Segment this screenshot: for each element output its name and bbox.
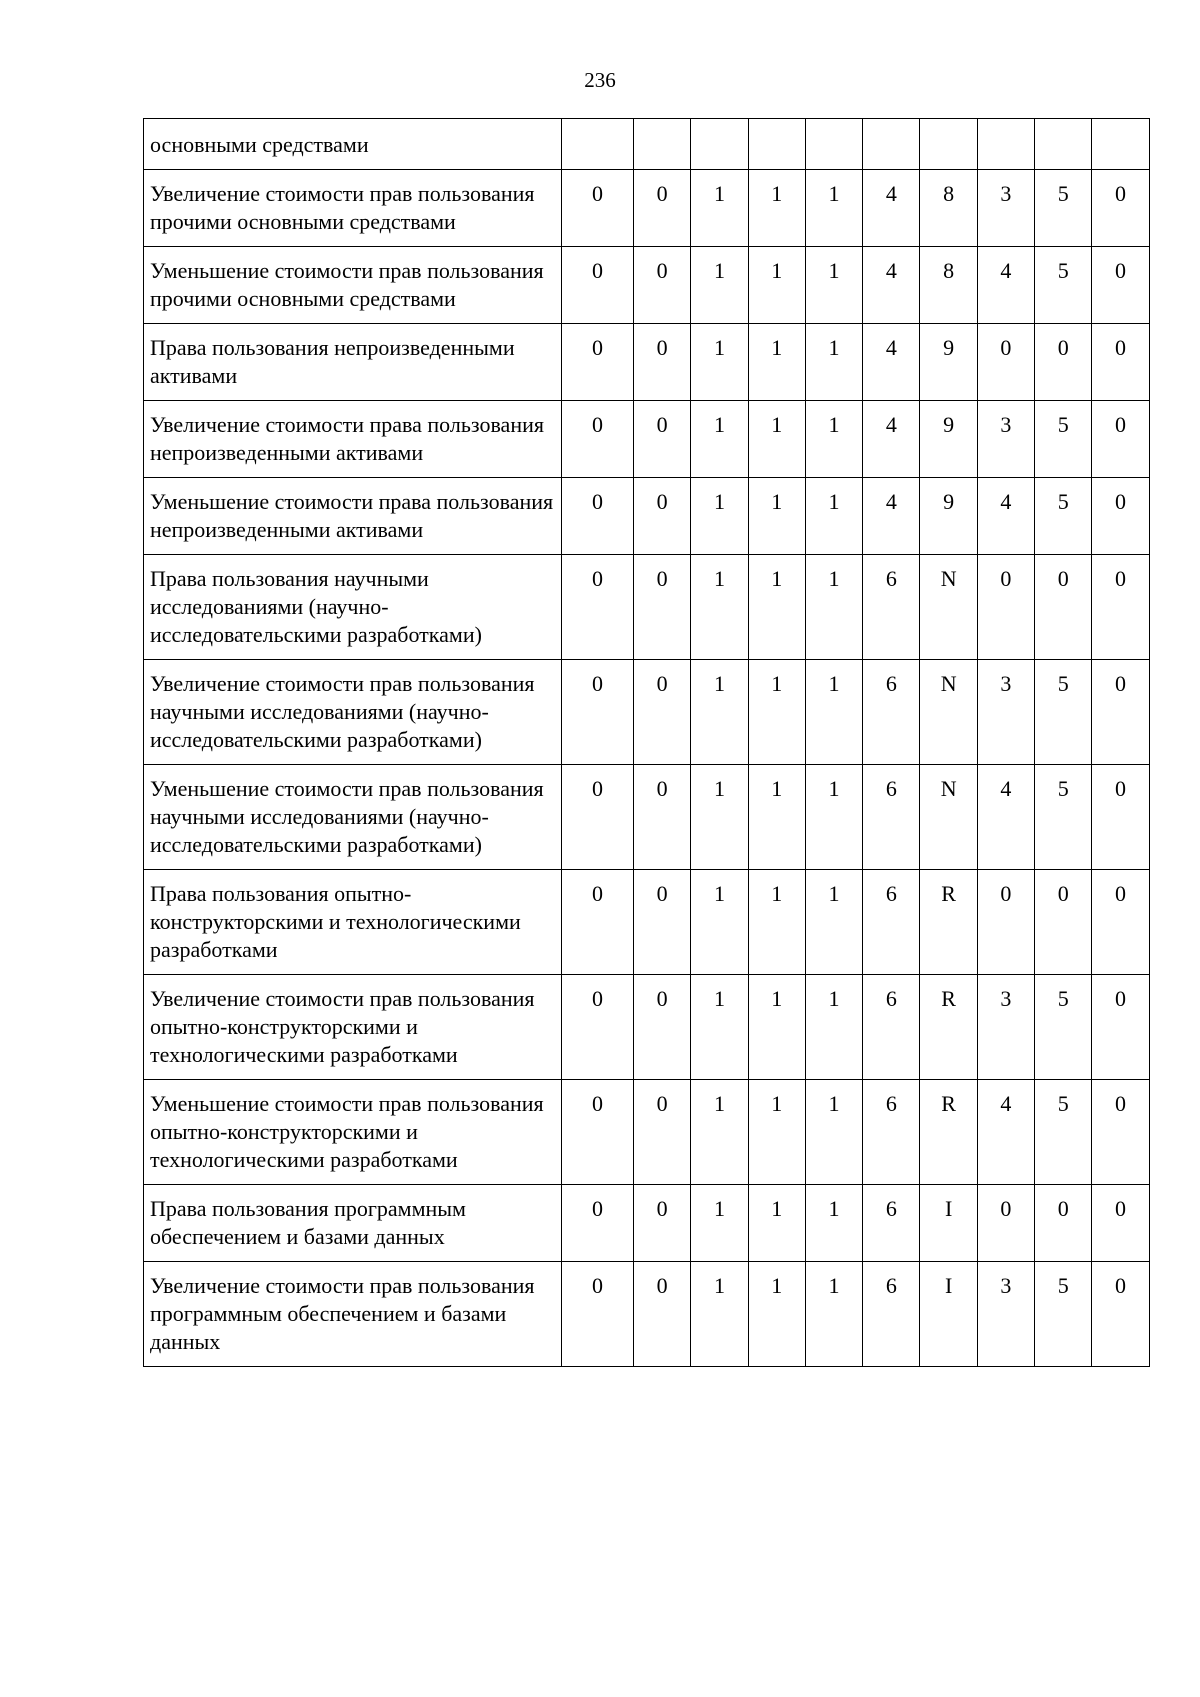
code-digit-6: 4 xyxy=(863,401,920,478)
code-digit-9: 0 xyxy=(1035,870,1092,975)
code-digit-3: 1 xyxy=(691,170,748,247)
code-digit-5 xyxy=(805,119,862,170)
code-digit-7 xyxy=(920,119,977,170)
row-name: Права пользования непроизведенными активами xyxy=(144,324,562,401)
table-row xyxy=(144,1262,1150,1367)
code-digit-7: N xyxy=(920,765,977,870)
row-name: Увеличение стоимости прав пользования прочими основными средствами xyxy=(144,170,562,247)
code-digit-8: 3 xyxy=(977,401,1034,478)
code-digit-4: 1 xyxy=(748,870,805,975)
code-digit-2: 0 xyxy=(634,401,691,478)
table-row xyxy=(144,765,1150,870)
row-name: Уменьшение стоимости прав пользования научными исследованиями (научно-исследовательскими разработками) xyxy=(144,765,562,870)
code-digit-2: 0 xyxy=(634,1080,691,1185)
table-row xyxy=(144,1185,1150,1262)
code-digit-1: 0 xyxy=(562,555,634,660)
code-digit-6: 4 xyxy=(863,247,920,324)
code-digit-1: 0 xyxy=(562,401,634,478)
code-digit-9: 0 xyxy=(1035,1185,1092,1262)
code-digit-4: 1 xyxy=(748,555,805,660)
code-digit-5: 1 xyxy=(805,247,862,324)
code-digit-4: 1 xyxy=(748,478,805,555)
code-digit-7: 9 xyxy=(920,478,977,555)
table-row xyxy=(144,324,1150,401)
code-digit-5: 1 xyxy=(805,170,862,247)
code-digit-10: 0 xyxy=(1092,660,1149,765)
code-digit-5: 1 xyxy=(805,555,862,660)
code-digit-4: 1 xyxy=(748,1262,805,1367)
page-number: 236 xyxy=(584,68,616,92)
code-digit-9: 5 xyxy=(1035,1080,1092,1185)
code-digit-6: 6 xyxy=(863,975,920,1080)
code-digit-8: 3 xyxy=(977,170,1034,247)
code-digit-1: 0 xyxy=(562,870,634,975)
code-digit-10: 0 xyxy=(1092,1262,1149,1367)
table-row xyxy=(144,555,1150,660)
row-name: Права пользования программным обеспечением и базами данных xyxy=(144,1185,562,1262)
code-digit-4: 1 xyxy=(748,765,805,870)
code-digit-5: 1 xyxy=(805,660,862,765)
code-digit-10: 0 xyxy=(1092,765,1149,870)
table-body xyxy=(144,119,1150,1367)
code-digit-5: 1 xyxy=(805,870,862,975)
code-digit-1: 0 xyxy=(562,170,634,247)
code-digit-6 xyxy=(863,119,920,170)
code-digit-10 xyxy=(1092,119,1149,170)
code-digit-3: 1 xyxy=(691,765,748,870)
code-digit-5: 1 xyxy=(805,1185,862,1262)
code-digit-4: 1 xyxy=(748,170,805,247)
code-digit-1 xyxy=(562,119,634,170)
row-name: Увеличение стоимости прав пользования научными исследованиями (научно-исследовательскими разработками) xyxy=(144,660,562,765)
code-digit-2: 0 xyxy=(634,555,691,660)
code-digit-1: 0 xyxy=(562,1185,634,1262)
table-row xyxy=(144,247,1150,324)
code-digit-3: 1 xyxy=(691,555,748,660)
code-digit-8 xyxy=(977,119,1034,170)
code-digit-9: 5 xyxy=(1035,478,1092,555)
code-digit-2: 0 xyxy=(634,1185,691,1262)
code-digit-7: R xyxy=(920,870,977,975)
code-digit-10: 0 xyxy=(1092,401,1149,478)
code-digit-8: 4 xyxy=(977,765,1034,870)
code-digit-10: 0 xyxy=(1092,555,1149,660)
code-digit-7: I xyxy=(920,1262,977,1367)
code-digit-7: I xyxy=(920,1185,977,1262)
code-digit-5: 1 xyxy=(805,401,862,478)
row-name: Права пользования опытно-конструкторскими и технологическими разработками xyxy=(144,870,562,975)
code-digit-7: 9 xyxy=(920,324,977,401)
code-digit-9: 5 xyxy=(1035,170,1092,247)
code-digit-9: 5 xyxy=(1035,401,1092,478)
code-digit-6: 4 xyxy=(863,324,920,401)
code-digit-4 xyxy=(748,119,805,170)
code-digit-4: 1 xyxy=(748,1080,805,1185)
code-digit-10: 0 xyxy=(1092,975,1149,1080)
code-digit-10: 0 xyxy=(1092,324,1149,401)
table-row xyxy=(144,660,1150,765)
table-row xyxy=(144,1080,1150,1185)
code-digit-8: 0 xyxy=(977,555,1034,660)
code-digit-1: 0 xyxy=(562,247,634,324)
account-codes-table xyxy=(143,118,1150,1367)
code-digit-2: 0 xyxy=(634,324,691,401)
code-digit-6: 4 xyxy=(863,170,920,247)
code-digit-9 xyxy=(1035,119,1092,170)
code-digit-3: 1 xyxy=(691,870,748,975)
code-digit-3: 1 xyxy=(691,975,748,1080)
code-digit-1: 0 xyxy=(562,478,634,555)
code-digit-5: 1 xyxy=(805,478,862,555)
table-row xyxy=(144,870,1150,975)
code-digit-5: 1 xyxy=(805,1080,862,1185)
row-name: Уменьшение стоимости права пользования непроизведенными активами xyxy=(144,478,562,555)
code-digit-8: 4 xyxy=(977,1080,1034,1185)
code-digit-9: 0 xyxy=(1035,555,1092,660)
code-digit-1: 0 xyxy=(562,1080,634,1185)
code-digit-9: 5 xyxy=(1035,247,1092,324)
code-digit-9: 0 xyxy=(1035,324,1092,401)
code-digit-2: 0 xyxy=(634,975,691,1080)
code-digit-10: 0 xyxy=(1092,247,1149,324)
code-digit-9: 5 xyxy=(1035,765,1092,870)
code-digit-2: 0 xyxy=(634,765,691,870)
code-digit-8: 4 xyxy=(977,478,1034,555)
code-digit-3: 1 xyxy=(691,1080,748,1185)
code-digit-1: 0 xyxy=(562,765,634,870)
code-digit-2 xyxy=(634,119,691,170)
code-digit-7: N xyxy=(920,660,977,765)
code-digit-8: 3 xyxy=(977,1262,1034,1367)
code-digit-3 xyxy=(691,119,748,170)
code-digit-8: 4 xyxy=(977,247,1034,324)
code-digit-3: 1 xyxy=(691,324,748,401)
row-name: Уменьшение стоимости прав пользования прочими основными средствами xyxy=(144,247,562,324)
table-row xyxy=(144,478,1150,555)
code-digit-10: 0 xyxy=(1092,170,1149,247)
code-digit-5: 1 xyxy=(805,765,862,870)
code-digit-5: 1 xyxy=(805,975,862,1080)
code-digit-3: 1 xyxy=(691,247,748,324)
code-digit-3: 1 xyxy=(691,1262,748,1367)
code-digit-7: R xyxy=(920,975,977,1080)
code-digit-8: 3 xyxy=(977,660,1034,765)
code-digit-7: 9 xyxy=(920,401,977,478)
code-digit-7: R xyxy=(920,1080,977,1185)
table-row xyxy=(144,119,1150,170)
code-digit-7: 8 xyxy=(920,170,977,247)
code-digit-1: 0 xyxy=(562,324,634,401)
code-digit-8: 0 xyxy=(977,324,1034,401)
code-digit-2: 0 xyxy=(634,478,691,555)
code-digit-6: 6 xyxy=(863,1262,920,1367)
code-digit-5: 1 xyxy=(805,324,862,401)
code-digit-9: 5 xyxy=(1035,975,1092,1080)
code-digit-4: 1 xyxy=(748,1185,805,1262)
code-digit-9: 5 xyxy=(1035,660,1092,765)
code-digit-10: 0 xyxy=(1092,478,1149,555)
code-digit-6: 6 xyxy=(863,660,920,765)
code-digit-3: 1 xyxy=(691,1185,748,1262)
code-digit-8: 0 xyxy=(977,870,1034,975)
code-digit-3: 1 xyxy=(691,660,748,765)
row-name: Права пользования научными исследованиями (научно-исследовательскими разработками) xyxy=(144,555,562,660)
code-digit-1: 0 xyxy=(562,660,634,765)
code-digit-1: 0 xyxy=(562,975,634,1080)
code-digit-10: 0 xyxy=(1092,870,1149,975)
code-digit-4: 1 xyxy=(748,247,805,324)
code-digit-10: 0 xyxy=(1092,1185,1149,1262)
code-digit-4: 1 xyxy=(748,975,805,1080)
code-digit-6: 6 xyxy=(863,1080,920,1185)
row-name: Увеличение стоимости прав пользования опытно-конструкторскими и технологическими разработками xyxy=(144,975,562,1080)
code-digit-6: 6 xyxy=(863,1185,920,1262)
code-digit-6: 6 xyxy=(863,555,920,660)
code-digit-2: 0 xyxy=(634,1262,691,1367)
code-digit-6: 6 xyxy=(863,765,920,870)
code-digit-2: 0 xyxy=(634,870,691,975)
table-row xyxy=(144,401,1150,478)
code-digit-8: 3 xyxy=(977,975,1034,1080)
code-digit-6: 4 xyxy=(863,478,920,555)
table-row xyxy=(144,975,1150,1080)
row-name: основными средствами xyxy=(144,119,562,170)
code-digit-7: 8 xyxy=(920,247,977,324)
code-digit-6: 6 xyxy=(863,870,920,975)
row-name: Уменьшение стоимости прав пользования опытно-конструкторскими и технологическими разработками xyxy=(144,1080,562,1185)
code-digit-4: 1 xyxy=(748,660,805,765)
code-digit-9: 5 xyxy=(1035,1262,1092,1367)
code-digit-4: 1 xyxy=(748,401,805,478)
code-digit-8: 0 xyxy=(977,1185,1034,1262)
code-digit-2: 0 xyxy=(634,247,691,324)
code-digit-2: 0 xyxy=(634,170,691,247)
code-digit-5: 1 xyxy=(805,1262,862,1367)
code-digit-1: 0 xyxy=(562,1262,634,1367)
code-digit-10: 0 xyxy=(1092,1080,1149,1185)
row-name: Увеличение стоимости права пользования непроизведенными активами xyxy=(144,401,562,478)
code-digit-2: 0 xyxy=(634,660,691,765)
row-name: Увеличение стоимости прав пользования программным обеспечением и базами данных xyxy=(144,1262,562,1367)
table-row xyxy=(144,170,1150,247)
code-digit-3: 1 xyxy=(691,478,748,555)
code-digit-3: 1 xyxy=(691,401,748,478)
code-digit-4: 1 xyxy=(748,324,805,401)
code-digit-7: N xyxy=(920,555,977,660)
